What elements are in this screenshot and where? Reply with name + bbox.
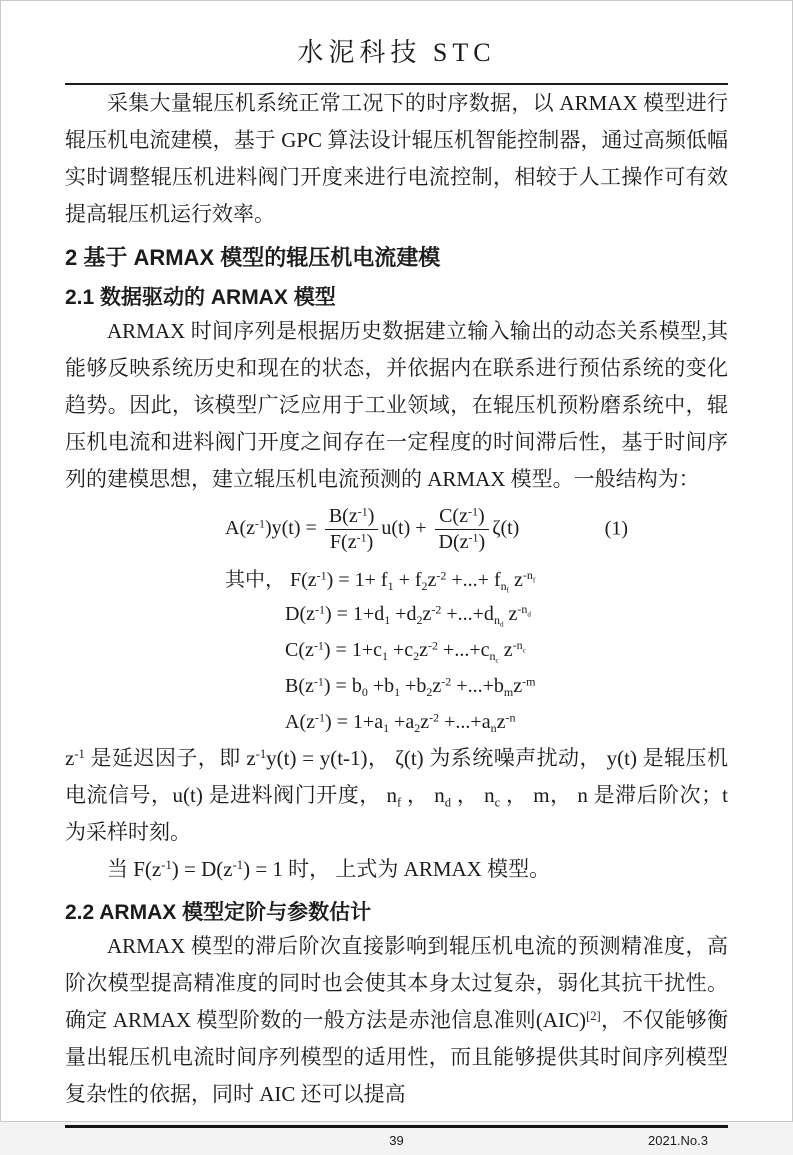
equation-def-f: 其中， $F(z^{-1}) = 1+ f_1 + f_2z^{-2}$ +...+ $f_{n_f}$ $z^{-n_f}$ [225,568,536,595]
section-2-1-paragraph: ARMAX 时间序列是根据历史数据建立输入输出的动态关系模型,其能够反映系统历史和现在的状态，并依据内在联系进行预估系统的变化趋势。因此，该模型广泛应用于工业领域，在辊压机预粉磨系统中，辊压机电流和进料阀门开度之间存在一定程度的时间滞后性，基于时间序列的建模思想，建立辊压机电流预测的 ARMAX 模型。一般结构为： [65,319,728,491]
page-footer [65,1125,728,1155]
section-2-2-heading: 2.2 ARMAX 模型定阶与参数估计 [65,901,372,924]
equation-def-d: $D(z^{-1}) = 1+d_1 +d_2z^{-2} +...+d_{n_d}$ $z^{-n_d}$ [285,602,532,629]
issue-label: 2021.No.3 [648,1133,708,1148]
intro-paragraph: 采集大量辊压机系统正常工况下的时序数据，以 ARMAX 模型进行辊压机电流建模，基于 GPC 算法设计辊压机智能控制器，通过高频低幅实时调整辊压机进料阀门开度来进行电流控制，相较于人工操作可有效提高辊压机运行效率。 [65,91,728,226]
page-number: 39 [389,1133,404,1148]
footer-row [65,1128,728,1155]
equation-1-expression: $A(z^{-1})y(t)$ = $\frac{B(z^{-1})}{F(z^{-1})}$ u(t) + $\frac{C(z^{-1})}{D(z^{-1})}$ ζ(t) [225,503,520,553]
armax-condition: 当 $F(z^{-1}) = D(z^{-1}) = 1$ 时， 上式为 ARMAX 模型。 [107,857,551,881]
journal-title: 水泥科技 STC [297,38,496,67]
equation-def-c: $C(z^{-1}) = 1+c_1 +c_2z^{-2} +...+c_{n_c}$ $z^{-n_c}$ [285,638,526,665]
symbols-paragraph: $z^{-1}$ 是延迟因子，即 $z^{-1}y(t) = y(t-1)$， ζ(t) 为系统噪声扰动， y(t) 是辊压机电流信号，u(t) 是进料阀门开度， $n_f$ ， $n_d$ ， $n_c$ ， m， n 是滞后阶次；t 为采样时刻。 [65,746,729,844]
section-2-2-paragraph: ARMAX 模型的滞后阶次直接影响到辊压机电流的预测精准度，高阶次模型提高精准度的同时也会使其本身太过复杂，弱化其抗干扰性。确定 ARMAX 模型阶数的一般方法是赤池信息准则(AIC)[2]，不仅能够衡量出辊压机电流时间序列模型的适用性，而且能够提供其时间序列模型复杂性的依据，同时 AIC 还可以提高 [65,934,728,1106]
section-2-heading: 2 基于 ARMAX 模型的辊压机电流建模 [65,245,441,270]
equation-def-b: $B(z^{-1}) = b_0 +b_1 +b_2z^{-2} +...+b_mz^{-m}$ [285,674,536,700]
section-2-1-heading: 2.1 数据驱动的 ARMAX 模型 [65,286,336,309]
equation-1 [225,500,728,558]
equation-def-a: $A(z^{-1}) = 1+a_1 +a_2z^{-2} +...+a_nz^{-n}$ [285,710,516,736]
equation-1-number: (1) [604,517,628,540]
